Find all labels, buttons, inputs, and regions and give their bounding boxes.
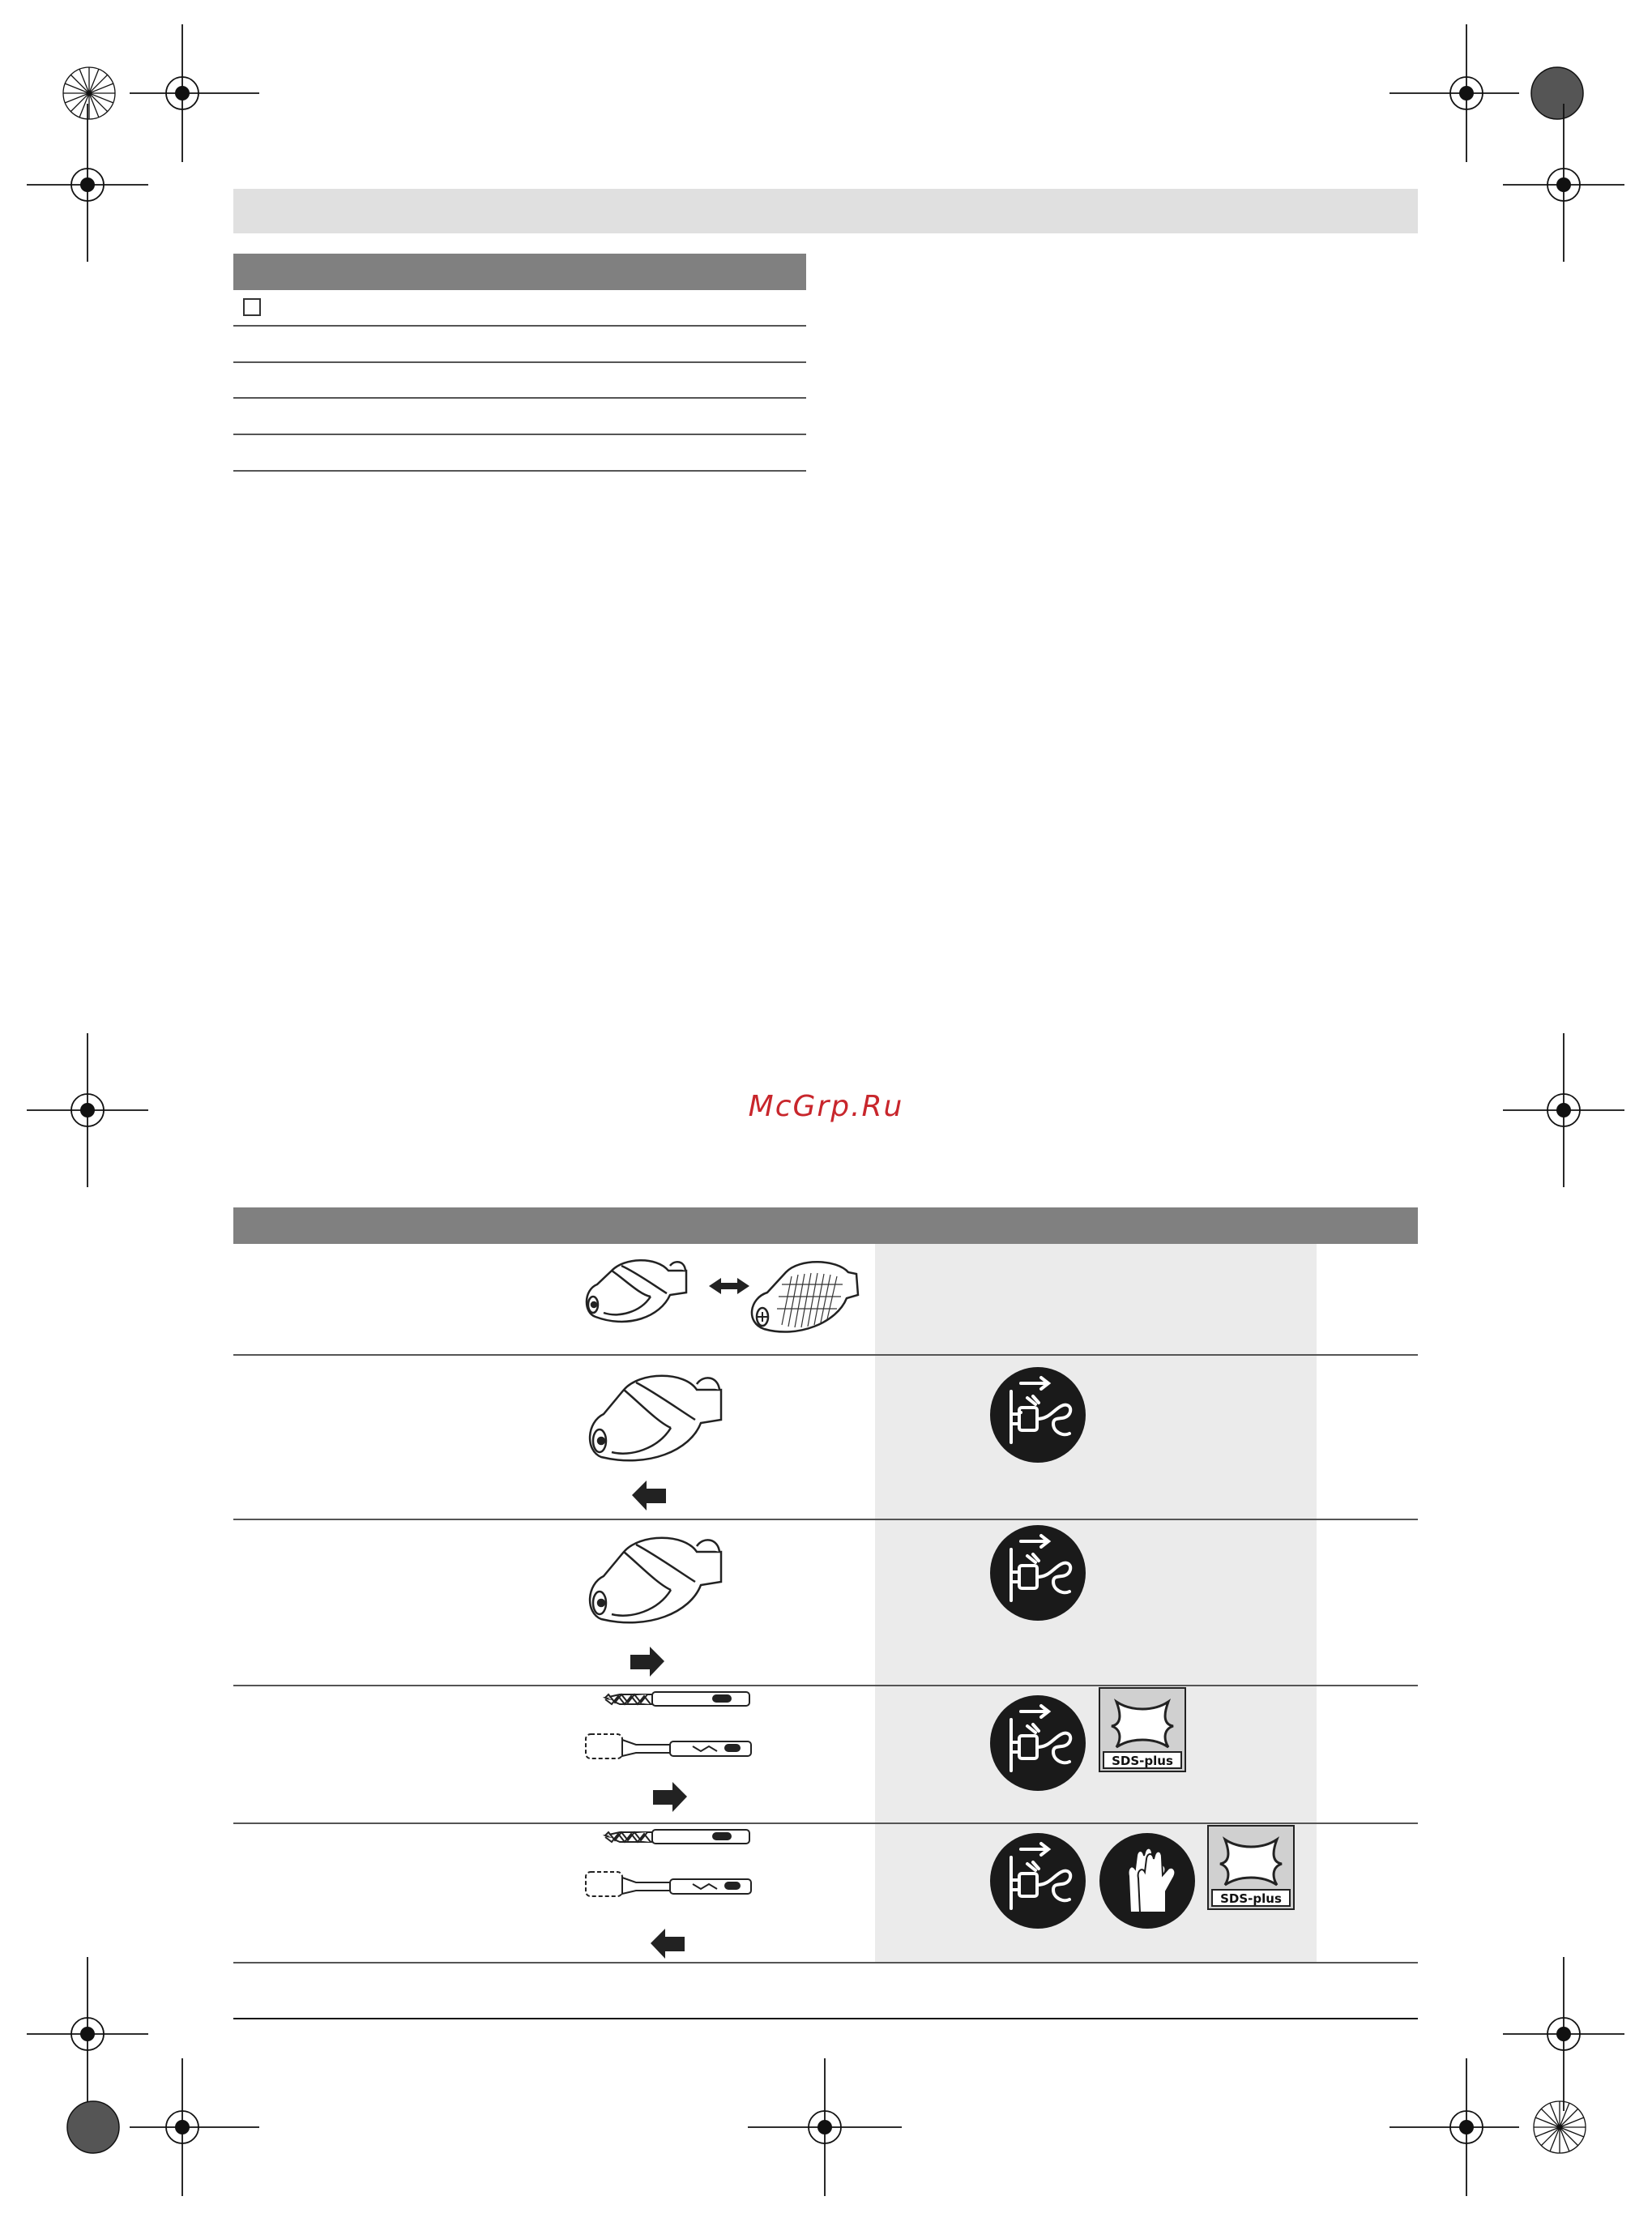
registration-mark-bottom-right <box>1479 2046 1641 2208</box>
sds-plus-shank-icon <box>1099 1687 1186 1772</box>
crosshair-mark-right-top <box>1483 104 1645 266</box>
table-checkbox[interactable] <box>243 298 261 316</box>
crosshair-mark-bottom-1 <box>101 2046 263 2208</box>
watermark-text: McGrp.Ru <box>748 1090 904 1123</box>
instruction-row-divider <box>233 1822 1418 1824</box>
small-table-divider <box>233 397 806 399</box>
instruction-row-divider <box>233 1962 1418 1963</box>
wear-gloves-icon <box>1098 1831 1197 1930</box>
unplug-before-work-icon <box>988 1365 1087 1464</box>
unplug-before-work-icon <box>988 1694 1087 1793</box>
page-bottom-rule <box>233 2018 1418 2019</box>
instruction-table-header <box>233 1207 1418 1244</box>
instruction-row-divider <box>233 1685 1418 1686</box>
crosshair-mark-bottom-center <box>744 2046 906 2208</box>
chuck-remove-illustration <box>583 1361 729 1515</box>
chuck-exchange-illustration <box>579 1248 863 1341</box>
sds-plus-shank-icon <box>1207 1825 1295 1910</box>
chuck-insert-illustration <box>583 1523 729 1681</box>
unplug-before-work-icon <box>988 1831 1087 1930</box>
drill-bit-insert-illustration <box>579 1690 758 1821</box>
sds-plus-label: SDS-plus <box>1112 1754 1173 1768</box>
sds-plus-label: SDS-plus <box>1220 1891 1282 1906</box>
small-table-divider <box>233 470 806 472</box>
small-table-divider <box>233 361 806 363</box>
unplug-before-work-icon <box>988 1523 1087 1622</box>
crosshair-mark-left-top <box>6 104 169 266</box>
small-table-divider <box>233 325 806 327</box>
small-table-header <box>233 254 806 290</box>
instruction-row-divider <box>233 1519 1418 1520</box>
small-table-divider <box>233 434 806 435</box>
drill-bit-remove-illustration <box>579 1827 758 1961</box>
page-header-band <box>233 189 1418 233</box>
instruction-row-divider <box>233 1354 1418 1356</box>
